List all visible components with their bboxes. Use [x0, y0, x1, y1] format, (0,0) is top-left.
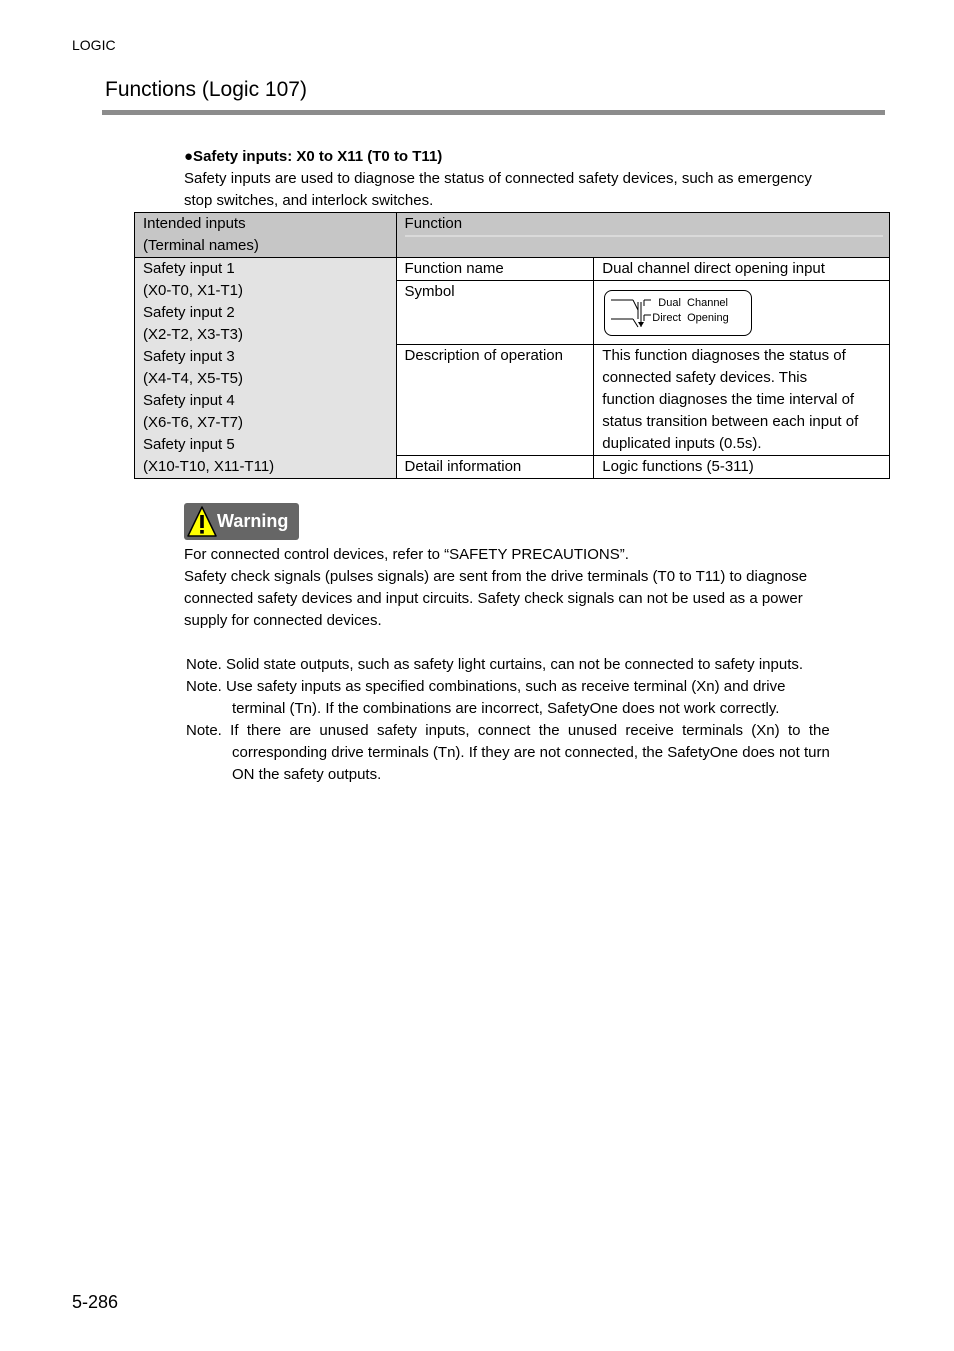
input-line: (X10-T10, X11-T11)	[143, 458, 275, 475]
header-intended-inputs	[135, 213, 397, 258]
warning-badge	[184, 503, 299, 540]
description-line: duplicated inputs (0.5s).	[602, 435, 762, 452]
running-head: LOGIC	[72, 37, 116, 53]
page-title: Functions (Logic 107)	[105, 78, 307, 101]
table-row	[135, 258, 890, 281]
intended-inputs-cell	[135, 258, 397, 479]
header-function	[396, 213, 889, 258]
title-rule	[102, 110, 885, 115]
intro-line: stop switches, and interlock switches.	[184, 192, 434, 209]
detail-value: Logic functions (5-311)	[594, 456, 890, 479]
symbol-cell	[594, 281, 890, 345]
description-line: connected safety devices. This	[602, 369, 808, 386]
page-number: 5-286	[72, 1292, 119, 1312]
input-line: Safety input 4	[143, 392, 235, 409]
input-line: (X6-T6, X7-T7)	[143, 414, 244, 431]
warning-label: Warning	[217, 511, 289, 531]
warning-line: supply for connected devices.	[184, 612, 382, 629]
input-line: Safety input 1	[143, 260, 235, 277]
function-name-label: Function name	[396, 258, 594, 281]
warning-line: For connected control devices, refer to “SAFETY PRECAUTIONS”.	[184, 546, 629, 563]
section-intro	[184, 168, 874, 212]
description-line: status transition between each input of	[602, 413, 859, 430]
note-2-line2: terminal (Tn). If the combinations are incorrect, SafetyOne does not work correctly.	[232, 700, 780, 717]
input-line: Safety input 2	[143, 304, 235, 321]
section-heading: ●Safety inputs: X0 to X11 (T0 to T11)	[184, 148, 443, 165]
warning-line: Safety check signals (pulses signals) are sent from the drive terminals (T0 to T11) to diagnose	[184, 568, 808, 585]
note-2-line1: Note. Use safety inputs as specified combinations, such as receive terminal (Xn) and drive	[186, 678, 786, 695]
note-3-line2: corresponding drive terminals (Tn). If they are not connected, the SafetyOne does not turn	[232, 744, 830, 761]
function-name-value: Dual channel direct opening input	[594, 258, 890, 281]
note-3	[186, 720, 881, 786]
table-header-row	[135, 213, 890, 258]
dual-channel-symbol	[604, 290, 752, 336]
input-line: Safety input 3	[143, 348, 235, 365]
dual-contact-icon	[611, 297, 655, 329]
safety-input-table	[134, 212, 890, 479]
description-value	[594, 345, 890, 456]
detail-label: Detail information	[396, 456, 594, 479]
symbol-text-line1: Dual Channel	[658, 297, 728, 309]
warning-text	[184, 544, 884, 632]
input-line: (X4-T4, X5-T5)	[143, 370, 244, 387]
note-1: Note. Solid state outputs, such as safety light curtains, can not be connected to safety inputs.	[186, 656, 804, 673]
warning-icon	[186, 505, 218, 538]
notes	[186, 654, 881, 786]
note-3-line3: ON the safety outputs.	[232, 766, 382, 783]
description-line: function diagnoses the time interval of	[602, 391, 855, 408]
note-2	[186, 676, 881, 720]
symbol-text-line2: Direct Opening	[652, 312, 729, 324]
header-intended-inputs-line1: Intended inputs	[143, 215, 246, 232]
intro-line: Safety inputs are used to diagnose the status of connected safety devices, such as emergency	[184, 170, 812, 187]
input-line: (X2-T2, X3-T3)	[143, 326, 244, 343]
input-line: (X0-T0, X1-T1)	[143, 282, 244, 299]
warning-line: connected safety devices and input circuits. Safety check signals can not be used as a power	[184, 590, 803, 607]
header-function-label: Function	[405, 213, 883, 237]
description-line: This function diagnoses the status of	[602, 347, 846, 364]
header-intended-inputs-line2: (Terminal names)	[143, 237, 259, 254]
input-line: Safety input 5	[143, 436, 235, 453]
description-label: Description of operation	[396, 345, 594, 456]
note-3-line1: Note. If there are unused safety inputs, connect the unused receive terminals (Xn) to the	[186, 722, 830, 739]
symbol-label: Symbol	[396, 281, 594, 345]
